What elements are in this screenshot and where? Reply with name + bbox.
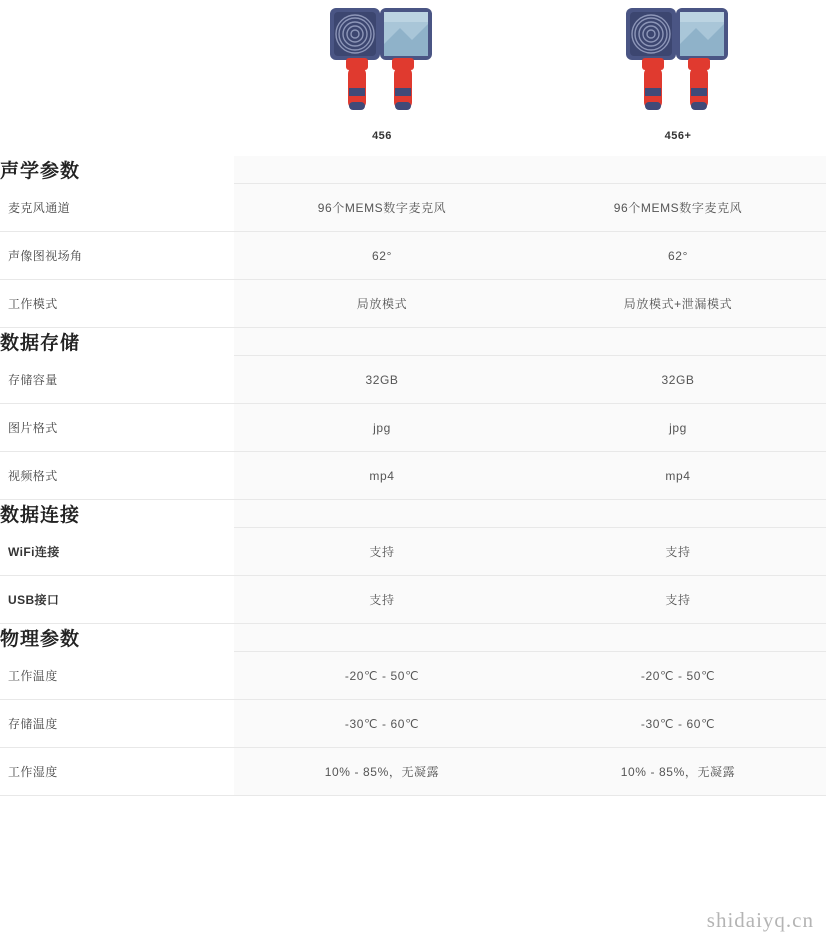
spec-label: 存储容量 <box>0 356 234 404</box>
table-row <box>0 748 826 796</box>
spec-value: -20℃ - 50℃ <box>234 652 530 700</box>
spec-label: 麦克风通道 <box>0 184 234 232</box>
table-row <box>0 280 826 328</box>
table-row <box>0 232 826 280</box>
section-blank-2-1 <box>530 500 826 528</box>
section-heading-row-2 <box>0 500 826 528</box>
spec-value: 96个MEMS数字麦克风 <box>234 184 530 232</box>
watermark: shidaiyq.cn <box>706 908 814 932</box>
section-blank-1-0 <box>234 328 530 356</box>
spec-value: -20℃ - 50℃ <box>530 652 826 700</box>
spec-value: mp4 <box>234 452 530 500</box>
spec-value: 局放模式+泄漏模式 <box>530 280 826 328</box>
spec-value: 10% - 85%，无凝露 <box>530 748 826 796</box>
spec-value: 32GB <box>530 356 826 404</box>
table-row <box>0 404 826 452</box>
product-image-0 <box>234 4 530 116</box>
section-blank-0-0 <box>234 156 530 184</box>
section-blank-3-1 <box>530 624 826 652</box>
table-row <box>0 700 826 748</box>
spec-value: 62° <box>530 232 826 280</box>
spec-value: 62° <box>234 232 530 280</box>
spec-label: 工作模式 <box>0 280 234 328</box>
section-blank-0-1 <box>530 156 826 184</box>
product-cell-1 <box>530 0 826 156</box>
spec-label: 工作湿度 <box>0 748 234 796</box>
section-title-1: 数据存储 <box>0 333 81 354</box>
section-title-2: 数据连接 <box>0 505 81 526</box>
table-row <box>0 576 826 624</box>
spec-label: 存储温度 <box>0 700 234 748</box>
header-spacer-cell <box>0 0 234 156</box>
spec-value: jpg <box>234 404 530 452</box>
spec-label: 声像图视场角 <box>0 232 234 280</box>
spec-value: 支持 <box>530 528 826 576</box>
spec-label: USB接口 <box>0 576 234 624</box>
spec-label: WiFi连接 <box>0 528 234 576</box>
product-image-1 <box>530 4 826 116</box>
spec-value: 支持 <box>234 576 530 624</box>
section-title-3: 物理参数 <box>0 629 81 650</box>
table-row <box>0 184 826 232</box>
product-header-row <box>0 0 826 156</box>
spec-value: 局放模式 <box>234 280 530 328</box>
table-row <box>0 528 826 576</box>
section-heading-row-0 <box>0 156 826 184</box>
table-row <box>0 652 826 700</box>
spec-label: 视频格式 <box>0 452 234 500</box>
spec-value: -30℃ - 60℃ <box>234 700 530 748</box>
spec-value: 支持 <box>234 528 530 576</box>
spec-value: 32GB <box>234 356 530 404</box>
spec-value: 10% - 85%，无凝露 <box>234 748 530 796</box>
table-row <box>0 452 826 500</box>
section-blank-1-1 <box>530 328 826 356</box>
section-title-0: 声学参数 <box>0 161 81 182</box>
section-blank-2-0 <box>234 500 530 528</box>
section-heading-row-1 <box>0 328 826 356</box>
product-name-0: 456 <box>372 130 392 142</box>
section-heading-row-3 <box>0 624 826 652</box>
product-cell-0 <box>234 0 530 156</box>
spec-value: 96个MEMS数字麦克风 <box>530 184 826 232</box>
spec-value: jpg <box>530 404 826 452</box>
spec-label: 图片格式 <box>0 404 234 452</box>
spec-value: 支持 <box>530 576 826 624</box>
spec-value: -30℃ - 60℃ <box>530 700 826 748</box>
table-row <box>0 356 826 404</box>
spec-value: mp4 <box>530 452 826 500</box>
product-name-1: 456+ <box>664 130 692 142</box>
spec-label: 工作温度 <box>0 652 234 700</box>
section-blank-3-0 <box>234 624 530 652</box>
